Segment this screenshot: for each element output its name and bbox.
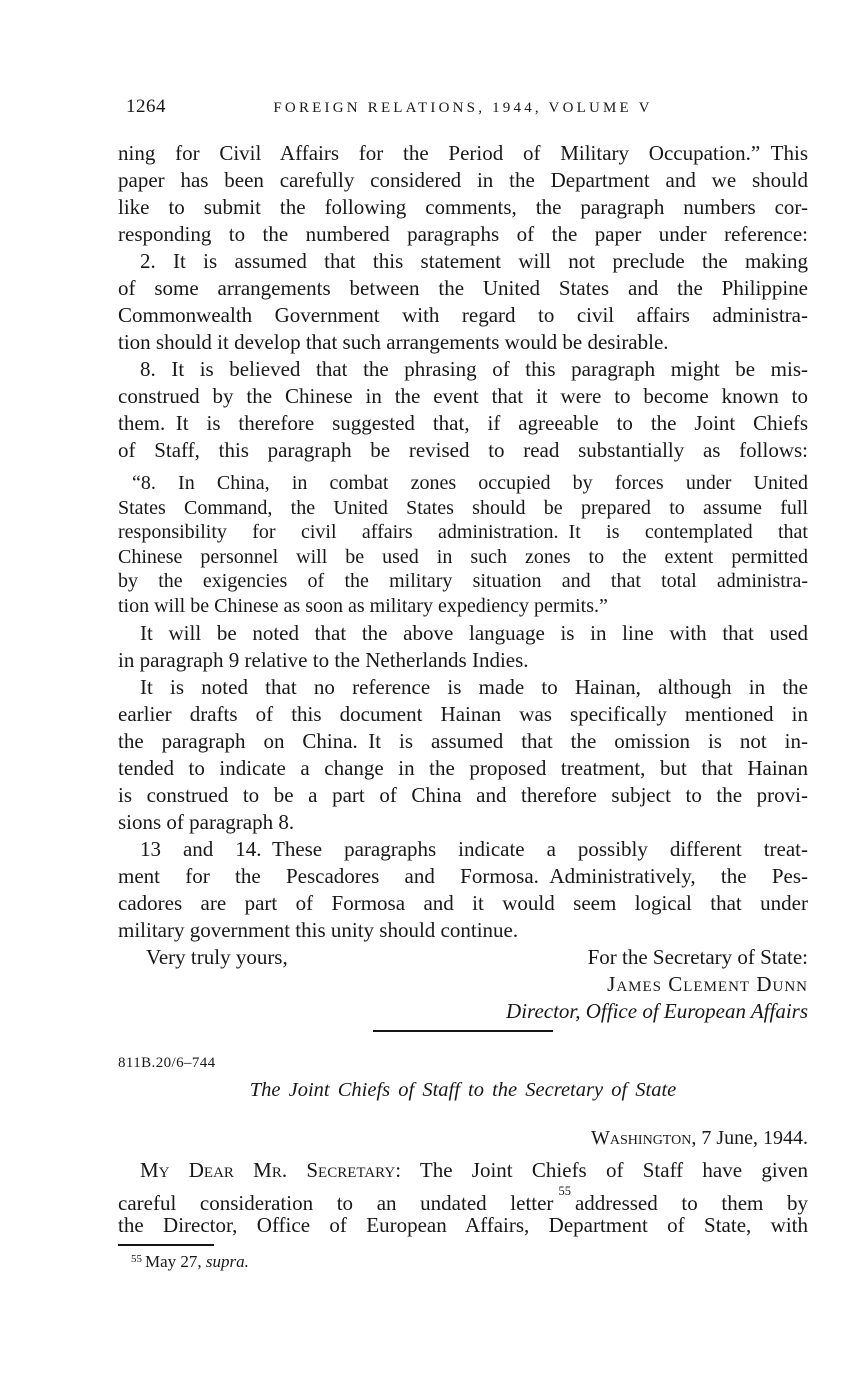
paragraph-line: sions of paragraph 8. — [118, 810, 295, 834]
file-reference: 811B.20/6–744 — [118, 1055, 216, 1071]
running-header: FOREIGN RELATIONS, 1944, VOLUME V — [273, 100, 653, 116]
dateline-date: , 7 June, 1944. — [691, 1127, 808, 1149]
paragraph-line: them. It is therefore suggested that, if agreeable to the Joint Chiefs — [118, 411, 808, 435]
letter-heading: The Joint Chiefs of Staff to the Secretary of State — [249, 1079, 677, 1101]
paragraph-line: 8. It is believed that the phrasing of this paragraph might be mis- — [140, 357, 808, 381]
blockquote-line: Chinese personnel will be used in such zones to the extent permitted — [118, 545, 808, 568]
footnote-text: May 27, — [145, 1252, 206, 1271]
paragraph-line: tion should it develop that such arrangements would be desirable. — [118, 330, 669, 354]
footnote-reference: 55 — [558, 1183, 571, 1198]
paragraph-line: 2. It is assumed that this statement will not preclude the making — [140, 249, 808, 273]
paragraph-line: of some arrangements between the United States and the Philippine — [118, 276, 808, 300]
footnote-source: supra. — [205, 1252, 249, 1271]
line-text: addressed to them by — [574, 1190, 809, 1215]
footnote — [118, 1252, 808, 1272]
blockquote-line: by the exigencies of the military situation and that total administra- — [118, 570, 808, 592]
paragraph-5 — [118, 674, 808, 836]
paragraph-line: It is noted that no reference is made to Hainan, although in the — [140, 675, 808, 699]
paragraph-line — [118, 1185, 808, 1213]
page-header — [118, 96, 808, 120]
paragraph-2 — [118, 248, 808, 356]
divider-rule — [373, 1030, 553, 1032]
salutation: My Dear Mr. Secretary — [140, 1158, 396, 1182]
valediction: Very truly yours, — [146, 945, 288, 969]
dateline-place: Washington — [591, 1127, 692, 1149]
salutation-rest: : The Joint Chiefs of Staff have given — [395, 1158, 808, 1182]
signoff-row — [118, 944, 808, 971]
paragraph-line: in paragraph 9 relative to the Netherlands Indies. — [118, 648, 529, 672]
on-behalf-line: For the Secretary of State: — [587, 945, 808, 969]
page-number: 1264 — [126, 96, 166, 117]
paragraph-line: ning for Civil Affairs for the Period of Military Occupation.” This — [118, 141, 808, 165]
blockquote-line: tion will be Chinese as soon as military expediency permits.” — [118, 594, 608, 617]
paragraph-line: of Staff, this paragraph be revised to read substantially as follows: — [118, 438, 808, 462]
paragraph-line: earlier drafts of this document Hainan was specifically mentioned in — [118, 702, 808, 726]
paragraph-line: the Director, Office of European Affairs, Department of State, with — [118, 1213, 808, 1237]
paragraph-line: 13 and 14. These paragraphs indicate a possibly different treat- — [140, 837, 808, 861]
paragraph-4 — [118, 620, 808, 674]
dateline — [118, 1127, 808, 1150]
paragraph-line: cadores are part of Formosa and it would seem logical that under — [118, 891, 808, 915]
paragraph-line: is construed to be a part of China and therefore subject to the provi- — [118, 783, 808, 807]
paragraph-1 — [118, 140, 808, 248]
line-text: careful consideration to an undated letter — [118, 1190, 554, 1215]
blockquote-line: States Command, the United States should be prepared to assume full — [118, 496, 808, 519]
letter2-paragraph — [118, 1157, 808, 1240]
paragraph-line: responding to the numbered paragraphs of the paper under reference: — [118, 222, 808, 246]
paragraph-line: like to submit the following comments, the paragraph numbers cor- — [118, 195, 808, 219]
paragraph-line: It will be noted that the above language is in line with that used — [140, 621, 808, 645]
paragraph-line: paper has been carefully considered in the Department and we should — [118, 168, 808, 192]
signer-title: Director, Office of European Affairs — [506, 999, 808, 1023]
paragraph-line: tended to indicate a change in the proposed treatment, but that Hainan — [118, 756, 808, 780]
paragraph-line: Commonwealth Government with regard to civil affairs administra- — [118, 303, 808, 327]
footnote-number: 55 — [131, 1253, 142, 1265]
blockquote-line: “8. In China, in combat zones occupied by forces under United — [132, 472, 808, 494]
blockquote — [118, 471, 808, 618]
paragraph-line: ment for the Pescadores and Formosa. Administratively, the Pes- — [118, 864, 808, 888]
section-divider — [118, 1030, 808, 1032]
paragraph-line: the paragraph on China. It is assumed that the omission is not in- — [118, 729, 808, 753]
paragraph-line: military government this unity should continue. — [118, 918, 519, 942]
signature: James Clement Dunn — [607, 972, 808, 996]
paragraph-line — [118, 1157, 808, 1185]
paragraph-line: construed by the Chinese in the event that it were to become known to — [118, 384, 808, 408]
paragraph-6 — [118, 836, 808, 944]
footnote-rule — [118, 1244, 214, 1246]
blockquote-line: responsibility for civil affairs administration. It is contemplated that — [118, 521, 808, 543]
signoff-block — [118, 944, 808, 1025]
paragraph-3 — [118, 356, 808, 464]
